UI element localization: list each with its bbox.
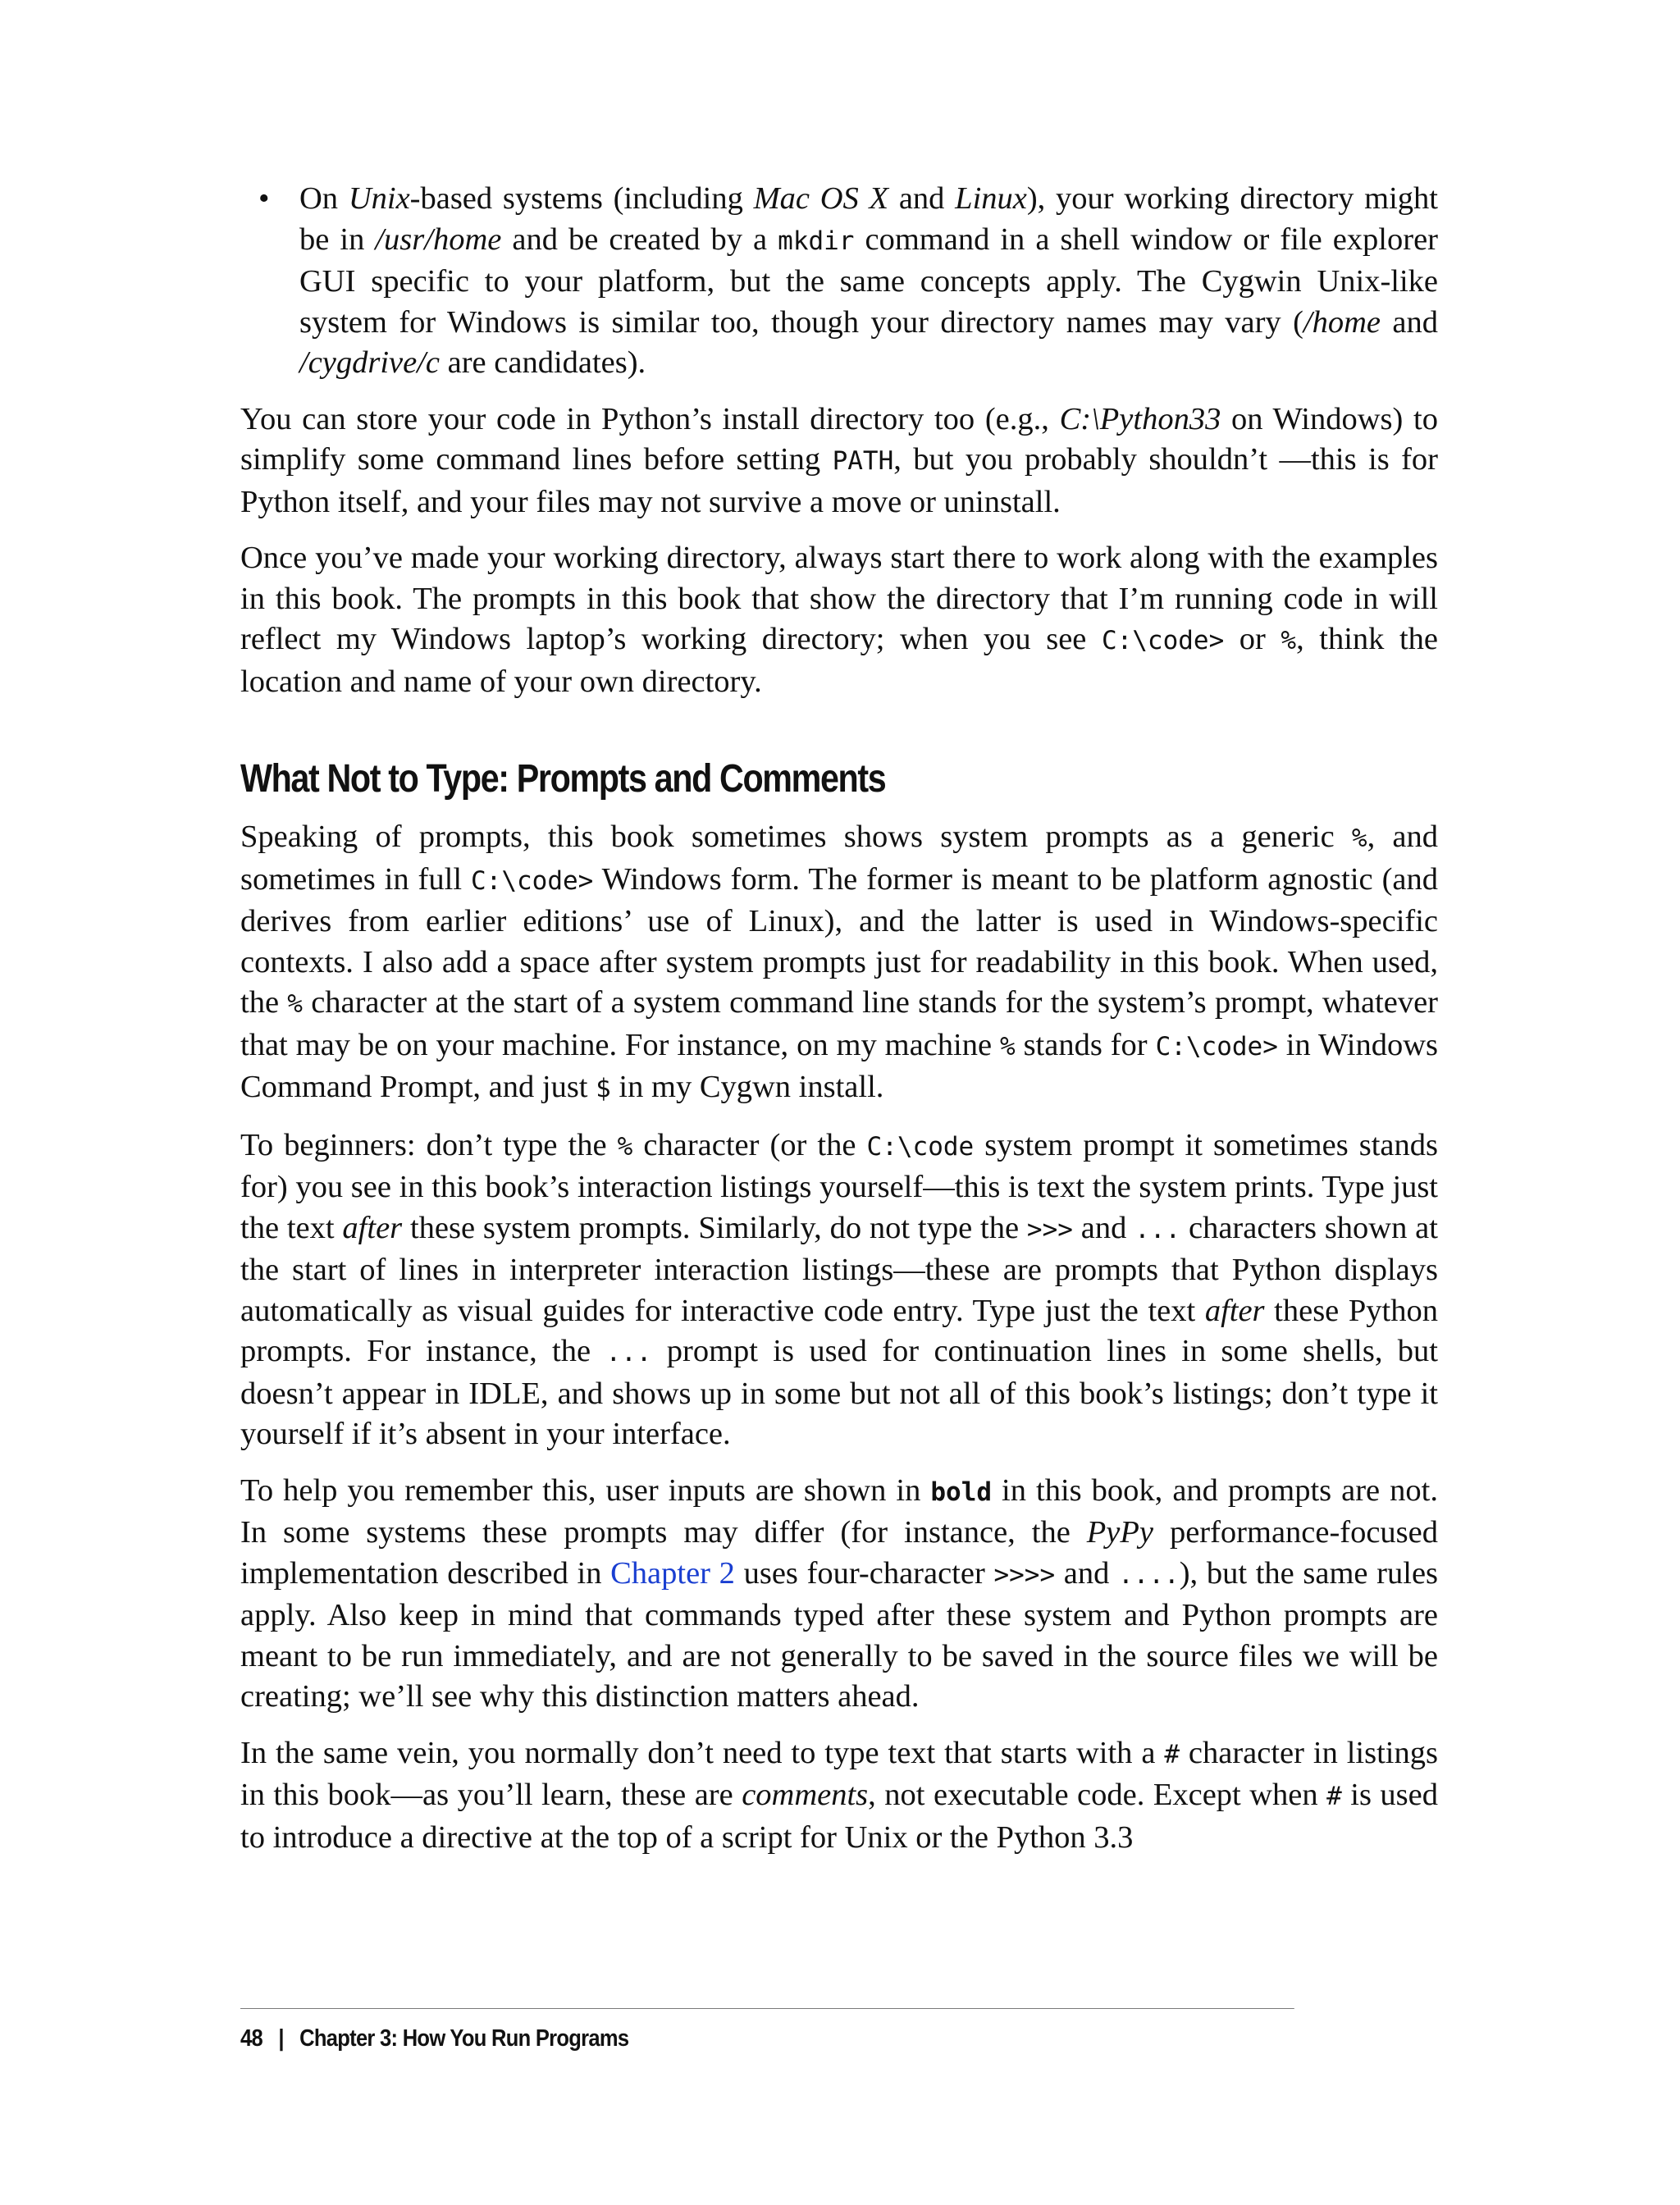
paragraph-bold-inputs: To help you remember this, user inputs are shown in bold in this book, and prompts are not. In some systems these prompts may differ (for instance, the PyPy performance-focused implementation described in Chapter 2 uses four-character >>>> and ....), but the same rules apply. Also keep in mind that commands typed after these system and Python prompts are meant to be run immediately, and are not generally to be saved in the source files we will be creating; we’ll see why this distinction matters ahead. <box>240 1472 1439 1714</box>
bullet-list <box>240 179 1438 384</box>
paragraph-install-dir: You can store your code in Python’s install directory too (e.g., C:\Python33 on Windows) to simplify some command lines before setting PATH, but you probably shouldn’t —this is for Python itself, and your files may not survive a move or uninstall. <box>240 401 1439 519</box>
page-number: 48 <box>240 2025 262 2052</box>
paragraph-beginners: To beginners: don’t type the % character (or the C:\code system prompt it sometimes stands for) you see in this book’s interaction listings yourself—this is text the system prints. Type just the text after these system prompts. Similarly, do not type the >>> and ... characters shown at the start of lines in interpreter interaction listings—these are prompts that Python displays automatically as visual guides for interactive code entry. Type just the text after these Python prompts. For instance, the ... prompt is used for continuation lines in some shells, but doesn’t appear in IDLE, and shows up in some but not all of this book’s listings; don’t type it yourself if it’s absent in your interface. <box>240 1127 1439 1451</box>
list-item: • On Unix-based systems (including Mac OS X and Linux), your working directory might be in /usr/home and be created by a mkdir command in a shell window or file explorer GUI specific to your platform, but the same concepts apply. The Cygwin Unix-like system for Windows is similar too, though your directory names may vary (/home and /cygdrive/c are candidates). <box>299 179 1438 384</box>
paragraph-comments: In the same vein, you normally don’t need to type text that starts with a # character in listings in this book—as you’ll learn, these are comments, not executable code. Except when # is used to introduce a directive at the top of a script for Unix or the Python 3.3 <box>240 1735 1438 1855</box>
page-body <box>240 179 1438 1874</box>
section-heading: What Not to Type: Prompts and Comments <box>240 757 886 801</box>
paragraph-prompts: Speaking of prompts, this book sometimes shows system prompts as a generic %, and sometimes in full C:\code> Windows form. The former is meant to be platform agnostic (and derives from earlier editions’ use of Linux), and the latter is used in Windows-specific contexts. I also add a space after system prompts just for readability in this book. When used, the % character at the start of a system command line stands for the system’s prompt, whatever that may be on your machine. For instance, on my machine % stands for C:\code> in Windows Command Prompt, and just $ in my Cygwn install. <box>240 819 1439 1104</box>
paragraph-working-dir: Once you’ve made your working directory, always start there to work along with the examples in this book. The prompts in this book that show the directory that I’m running code in will reflect my Windows laptop’s working directory; when you see C:\code> or %, think the location and name of your own directory. <box>240 541 1438 699</box>
footer-separator: | <box>278 2025 284 2052</box>
page-footer <box>240 2008 1294 2052</box>
chapter-2-link[interactable]: Chapter 2 <box>610 1555 735 1591</box>
bullet-icon: • <box>258 181 270 216</box>
chapter-title: Chapter 3: How You Run Programs <box>299 2025 629 2052</box>
